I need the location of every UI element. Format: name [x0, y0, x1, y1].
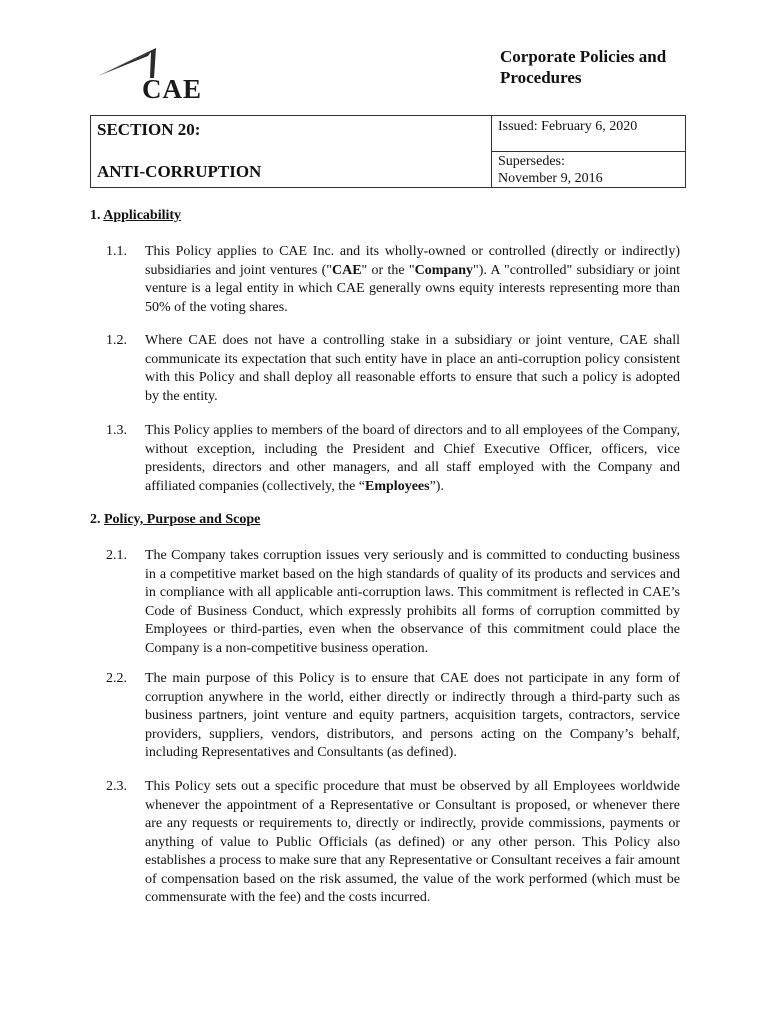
paragraph-1-3 [106, 422, 680, 496]
section-heading-applicability [90, 208, 181, 224]
paragraph-number: 1.1. [106, 244, 127, 259]
section-heading-number: 2. [90, 512, 101, 527]
paragraph-number: 1.3. [106, 423, 127, 438]
text-segment: "). A "controlled" subsidiary or joint venture is a legal entity in which CAE generally owns equity interests representing more than 50% of the voting shares. [145, 262, 680, 315]
paragraph-number: 1.2. [106, 333, 127, 348]
paragraph-text: The Company takes corruption issues very seriously and is committed to conducting business in a competitive market based on the high standards of quality of its products and services and in compliance with all applicable anti-corruption laws. This commitment is reflected in CAE’s Code of Business Conduct, which expressly prohibits all forms of corruption committed by Employees or third-parties, even when the observance of this commitment could place the Company is a non-competitive business operation. [145, 548, 680, 656]
defined-term-company: Company [414, 262, 473, 278]
section-heading-policy [90, 512, 260, 528]
text-segment: This Policy applies to CAE Inc. and its wholly-owned or controlled (directly or indirectly) subsidiaries and joint ventures (" [145, 244, 680, 278]
section-name: ANTI-CORRUPTION [97, 162, 262, 181]
paragraph-text: Where CAE does not have a controlling stake in a subsidiary or joint venture, CAE shall communicate its expectation that such entity have in place an anti-corruption policy consistent with this Policy and shall deploy all reasonable efforts to ensure that such a policy is adopted by the entity. [145, 333, 680, 404]
paragraph-number: 2.1. [106, 548, 127, 563]
paragraph-2-3 [106, 778, 680, 908]
section-number: SECTION 20: [97, 120, 201, 139]
supersedes-label: Supersedes: [498, 154, 565, 169]
supersedes-block [492, 153, 697, 187]
section-heading-number: 1. [90, 208, 101, 223]
paragraph-text [145, 422, 680, 496]
paragraph-text: The main purpose of this Policy is to ensure that CAE does not participate in any form of corruption anywhere in the world, either directly or indirectly through a third-party such as business partners, joint venture and equity partners, acquisition targets, contractors, service providers, suppliers, vendors, distributors, and persons acting on the Company’s behalf, including Representatives and Consultants (as defined). [145, 671, 680, 760]
paragraph-number: 2.2. [106, 671, 127, 686]
supersedes-date: November 9, 2016 [498, 171, 603, 186]
paragraph-number: 2.3. [106, 779, 127, 794]
logo-text: CAE [142, 74, 203, 104]
section-heading-title: Policy, Purpose and Scope [104, 512, 261, 527]
paragraph-text [145, 243, 680, 317]
issued-date: Issued: February 6, 2020 [492, 116, 685, 152]
section-heading-title: Applicability [103, 208, 182, 223]
dates-cell [492, 116, 685, 187]
paragraph-1-2 [106, 332, 680, 406]
paragraph-2-2 [106, 670, 680, 763]
paragraph-text: This Policy sets out a specific procedure that must be observed by all Employees worldwide whenever the appointment of a Representative or Consultant is proposed, or whenever there are any requests or requirements to, directly or indirectly, provide commissions, payments or anything of value to Public Officials (as defined) or any other person. This Policy also establishes a process to make sure that any Representative or Consultant receives a fair amount of compensation based on the risk assumed, the value of the work performed (which must be commensurate with the fee) and the costs incurred. [145, 779, 680, 905]
section-cell [91, 116, 492, 187]
paragraph-1-1 [106, 243, 680, 317]
cae-logo [96, 46, 206, 106]
text-segment: This Policy applies to members of the board of directors and to all employees of the Company, without exception, including the President and Chief Executive Officer, officers, vice presidents, directors and other managers, and all staff employed with the Company and affiliated companies (collectively, the “ [145, 423, 680, 494]
header-table [90, 115, 686, 188]
text-segment: " or the " [361, 262, 415, 278]
paragraph-2-1 [106, 547, 680, 658]
document-title: Corporate Policies and Procedures [500, 47, 667, 87]
defined-term-employees: Employees [365, 478, 430, 494]
text-segment: ”). [429, 478, 444, 494]
defined-term-cae: CAE [331, 262, 362, 278]
